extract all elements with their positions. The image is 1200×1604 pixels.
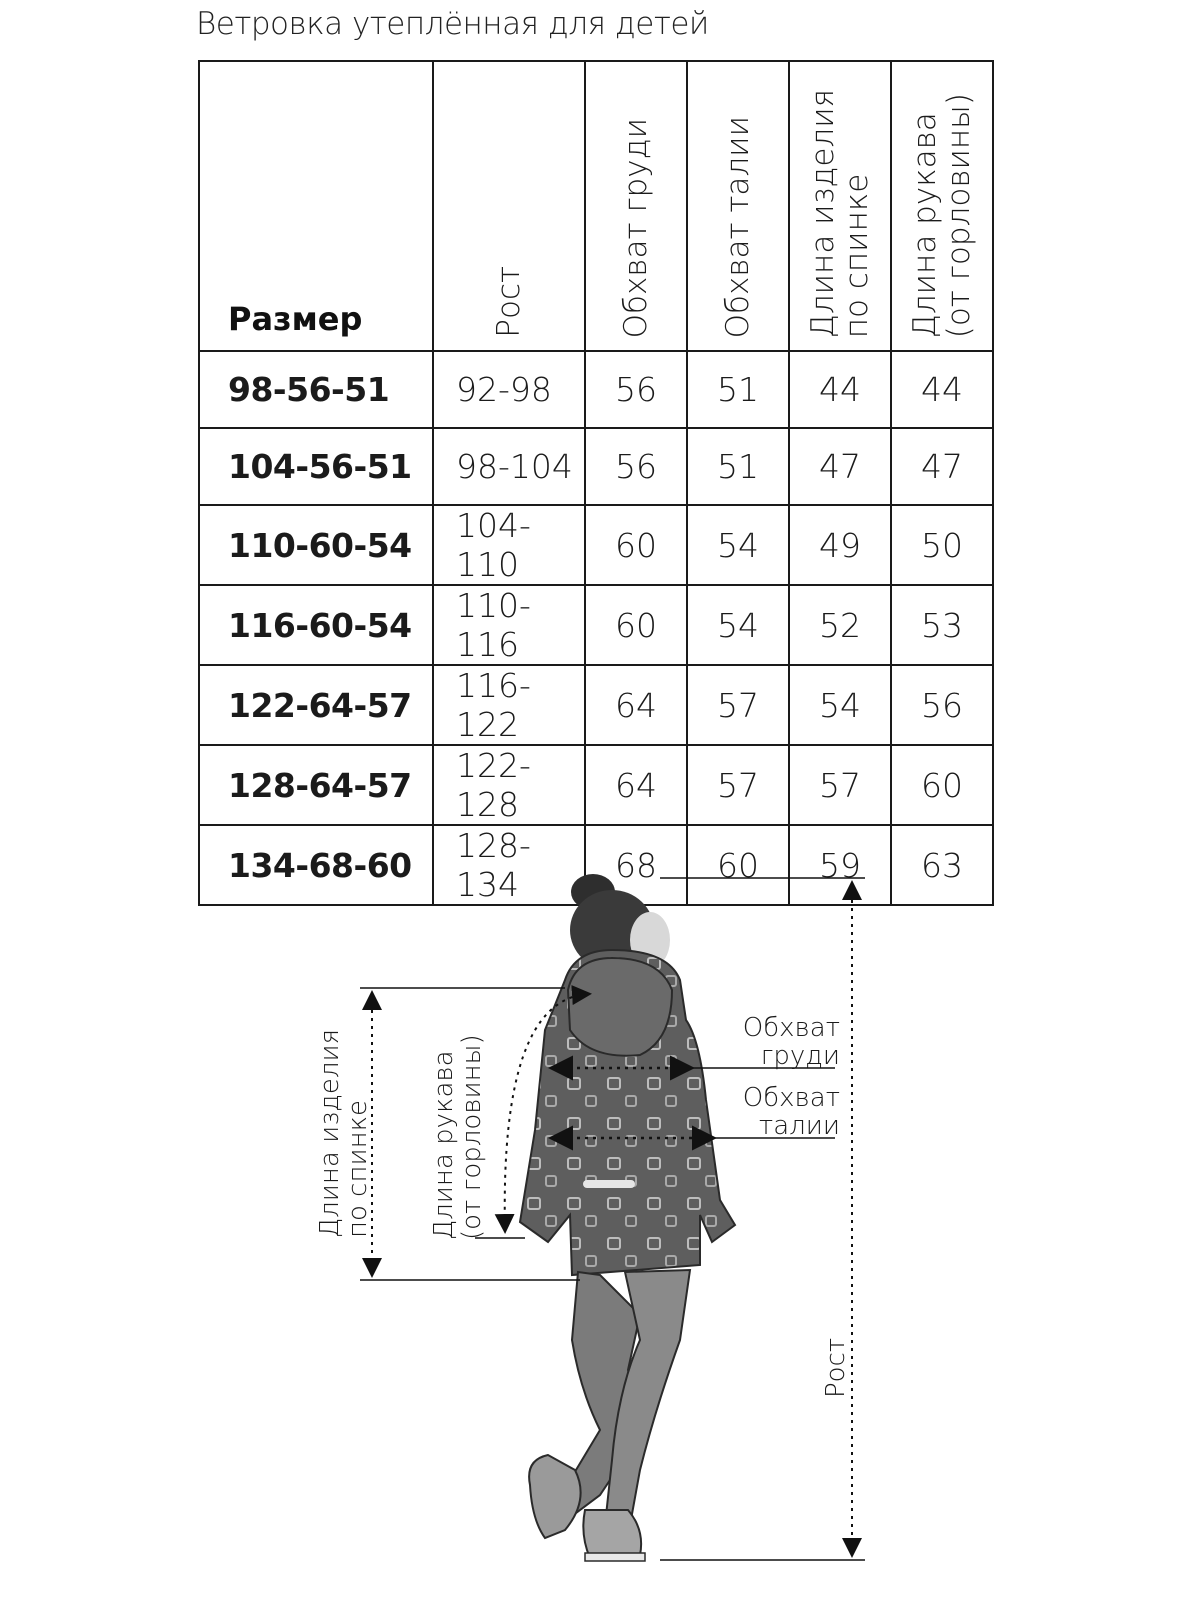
cell-sleeve-length: 50 xyxy=(891,505,993,585)
label-sleeve-length: Длина рукава (от горловины) xyxy=(429,1034,487,1240)
cell-waist: 54 xyxy=(687,505,789,585)
cell-back-length: 59 xyxy=(789,825,891,905)
reflector-strip xyxy=(583,1180,635,1188)
header-height xyxy=(433,61,585,351)
cell-size: 116-60-54 xyxy=(199,585,433,665)
cell-height: 128-134 xyxy=(433,825,585,905)
table-row xyxy=(199,428,993,505)
header-chest-label: Обхват груди xyxy=(618,117,654,338)
cell-sleeve-length: 60 xyxy=(891,745,993,825)
cell-size: 128-64-57 xyxy=(199,745,433,825)
header-waist xyxy=(687,61,789,351)
table-row xyxy=(199,745,993,825)
header-back-length xyxy=(789,61,891,351)
label-chest: Обхват груди xyxy=(742,1013,840,1071)
child-illustration xyxy=(0,870,1200,1600)
cell-sleeve-length: 53 xyxy=(891,585,993,665)
cell-size: 110-60-54 xyxy=(199,505,433,585)
cell-chest: 64 xyxy=(585,665,687,745)
cell-height: 104-110 xyxy=(433,505,585,585)
header-back-length-label: Длина изделия по спинке xyxy=(805,88,875,338)
label-waist: Обхват талии xyxy=(742,1083,840,1141)
table-row xyxy=(199,351,993,428)
cell-height: 98-104 xyxy=(433,428,585,505)
cell-sleeve-length: 63 xyxy=(891,825,993,905)
cell-waist: 57 xyxy=(687,665,789,745)
cell-waist: 51 xyxy=(687,351,789,428)
label-height: Рост xyxy=(821,1337,851,1398)
cell-size: 104-56-51 xyxy=(199,428,433,505)
cell-back-length: 54 xyxy=(789,665,891,745)
cell-sleeve-length: 44 xyxy=(891,351,993,428)
table-row xyxy=(199,665,993,745)
cell-sleeve-length: 56 xyxy=(891,665,993,745)
cell-height: 122-128 xyxy=(433,745,585,825)
header-chest xyxy=(585,61,687,351)
cell-height: 116-122 xyxy=(433,665,585,745)
size-chart-table xyxy=(198,60,994,906)
cell-back-length: 47 xyxy=(789,428,891,505)
cell-chest: 56 xyxy=(585,428,687,505)
cell-size: 134-68-60 xyxy=(199,825,433,905)
cell-sleeve-length: 47 xyxy=(891,428,993,505)
cell-height: 110-116 xyxy=(433,585,585,665)
cell-back-length: 57 xyxy=(789,745,891,825)
table-row xyxy=(199,585,993,665)
cell-waist: 51 xyxy=(687,428,789,505)
cell-chest: 56 xyxy=(585,351,687,428)
cell-chest: 60 xyxy=(585,505,687,585)
cell-chest: 60 xyxy=(585,585,687,665)
cell-size: 122-64-57 xyxy=(199,665,433,745)
table-header-row xyxy=(199,61,993,351)
header-waist-label: Обхват талии xyxy=(720,115,756,338)
page-title: Ветровка утеплённая для детей xyxy=(196,6,709,42)
header-sleeve-length-label: Длина рукава (от горловины) xyxy=(907,92,977,338)
measurement-figure xyxy=(0,870,1200,1600)
label-back-length: Длина изделия по спинке xyxy=(315,1028,373,1238)
header-height-label: Рост xyxy=(491,266,527,338)
cell-waist: 57 xyxy=(687,745,789,825)
cell-chest: 64 xyxy=(585,745,687,825)
cell-back-length: 49 xyxy=(789,505,891,585)
header-size: Размер xyxy=(199,61,433,351)
table-row xyxy=(199,505,993,585)
cell-waist: 60 xyxy=(687,825,789,905)
cell-back-length: 44 xyxy=(789,351,891,428)
cell-height: 92-98 xyxy=(433,351,585,428)
cell-waist: 54 xyxy=(687,585,789,665)
cell-size: 98-56-51 xyxy=(199,351,433,428)
cell-chest: 68 xyxy=(585,825,687,905)
header-sleeve-length xyxy=(891,61,993,351)
cell-back-length: 52 xyxy=(789,585,891,665)
